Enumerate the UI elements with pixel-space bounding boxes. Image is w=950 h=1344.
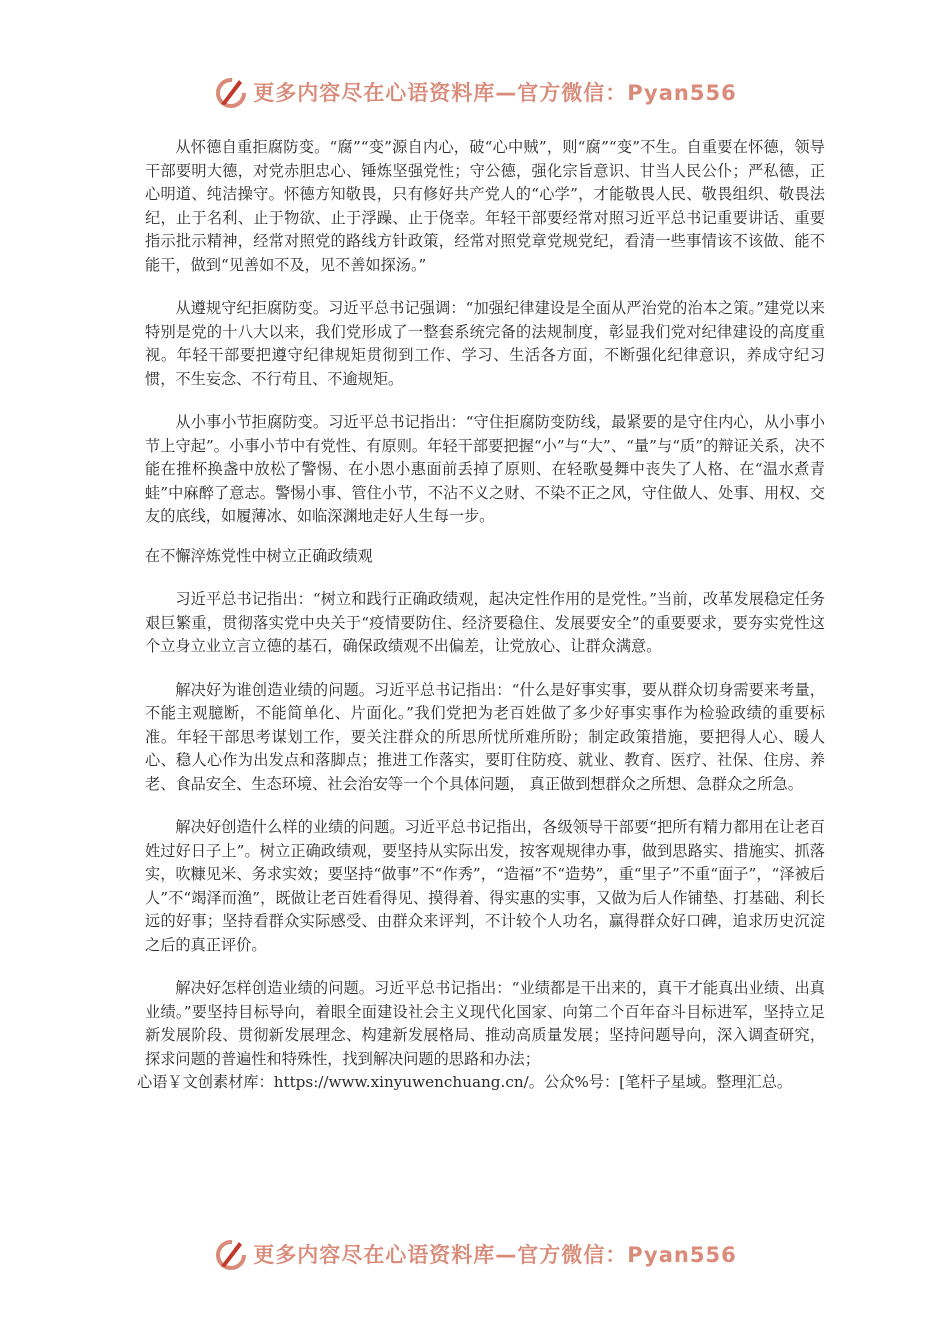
banner-text: 更多内容尽在心语资料库—官方微信：Pyan556 (253, 1243, 737, 1267)
paragraph: 解决好创造什么样的业绩的问题。习近平总书记指出，各级领导干部要“把所有精力都用在让老百姓过好日子上”。树立正确政绩观，要坚持从实际出发，按客观规律办事，做到思路实、措施实、抓落实，吹糠见米、务求实效；要坚持“做事”不“作秀”，“造福”不“造势”，重“里子”不重“面子”，“泽被后人”不“竭泽而渔”，既做让老百姓看得见、摸得着、得实惠的实事，又做为后人作铺垫、打基础、利长远的好事；坚持看群众实际感受、由群众来评判，不计较个人功名，赢得群众好口碑，追求历史沉淀之后的真正评价。 (145, 818, 825, 954)
article-body (137, 136, 825, 1095)
brush-logo-icon (213, 1236, 249, 1272)
brush-logo-icon (213, 74, 249, 110)
paragraph: 从小事小节拒腐防变。习近平总书记指出：“守住拒腐防变防线，最紧要的是守住内心，从小事小节上守起”。小事小节中有党性、有原则。年轻干部要把握“小”与“大”、“量”与“质”的辩证关系，决不能在推杯换盏中放松了警惕、在小恩小惠面前丢掉了原则、在轻歌曼舞中丧失了人格、在“温水煮青蛙”中麻醉了意志。警惕小事、管住小节，不沾不义之财、不染不正之风，守住做人、处事、用权、交友的底线，如履薄冰、如临深渊地走好人生每一步。 (145, 413, 825, 525)
source-note: 心语￥文创素材库：https://www.xinyuwenchuang.cn/。公众%号：[笔杆子星域。整理汇总。 (137, 1073, 793, 1091)
section-heading: 在不懈淬炼党性中树立正确政绩观 (145, 546, 373, 565)
banner-text: 更多内容尽在心语资料库—官方微信：Pyan556 (253, 81, 737, 105)
paragraph: 解决好为谁创造业绩的问题。习近平总书记指出：“什么是好事实事，要从群众切身需要来考量，不能主观臆断，不能简单化、片面化。”我们党把为老百姓做了多少好事实事作为检验政绩的重要标准。年轻干部思考谋划工作，要关注群众的所思所忧所难所盼；制定政策措施，要把得人心、暖人心、稳人心作为出发点和落脚点；推进工作落实，要盯住防疫、就业、教育、医疗、社保、住房、养老、食品安全、生态环境、社会治安等一个个具体问题， 真正做到想群众之所想、急群众之所急。 (145, 680, 825, 793)
paragraph: 解决好怎样创造业绩的问题。习近平总书记指出：“业绩都是干出来的，真干才能真出业绩、出真业绩。”要坚持目标导向，着眼全面建设社会主义现代化国家、向第二个百年奋斗目标进军，坚持立足新发展阶段、贯彻新发展理念、构建新发展格局、推动高质量发展；坚持问题导向，深入调查研究，探求问题的普遍性和特殊性，找到解决问题的思路和办法； (145, 979, 825, 1068)
paragraph: 习近平总书记指出：“树立和践行正确政绩观，起决定性作用的是党性。”当前，改革发展稳定任务艰巨繁重，贯彻落实党中央关于“疫情要防住、经济要稳住、发展要安全”的重要要求，要夯实党性这个立身立业立言立德的基石，确保政绩观不出偏差，让党放心、让群众满意。 (145, 590, 825, 655)
header-watermark-banner (0, 70, 950, 114)
paragraph: 从怀德自重拒腐防变。“腐”“变”源自内心，破“心中贼”，则“腐”“变”不生。自重要在怀德，领导干部要明大德，对党赤胆忠心、锤炼坚强党性；守公德，强化宗旨意识、甘当人民公仆；严私德，正心明道、纯洁操守。怀德方知敬畏，只有修好共产党人的“心学”，才能敬畏人民、敬畏组织、敬畏法纪，止于名利、止于物欲、止于浮躁、止于侥幸。年轻干部要经常对照习近平总书记重要讲话、重要指示批示精神，经常对照党的路线方针政策，经常对照党章党规党纪，看清一些事情该不该做、能不能干，做到“见善如不及，见不善如探汤。” (145, 138, 825, 274)
paragraph: 从遵规守纪拒腐防变。习近平总书记强调：“加强纪律建设是全面从严治党的治本之策。”建党以来特别是党的十八大以来，我们党形成了一整套系统完备的法规制度，彰显我们党对纪律建设的高度重视。年轻干部要把遵守纪律规矩贯彻到工作、学习、生活各方面，不断强化纪律意识，养成守纪习惯，不生妄念、不行苟且、不逾规矩。 (145, 299, 825, 388)
footer-watermark-banner (0, 1232, 950, 1276)
